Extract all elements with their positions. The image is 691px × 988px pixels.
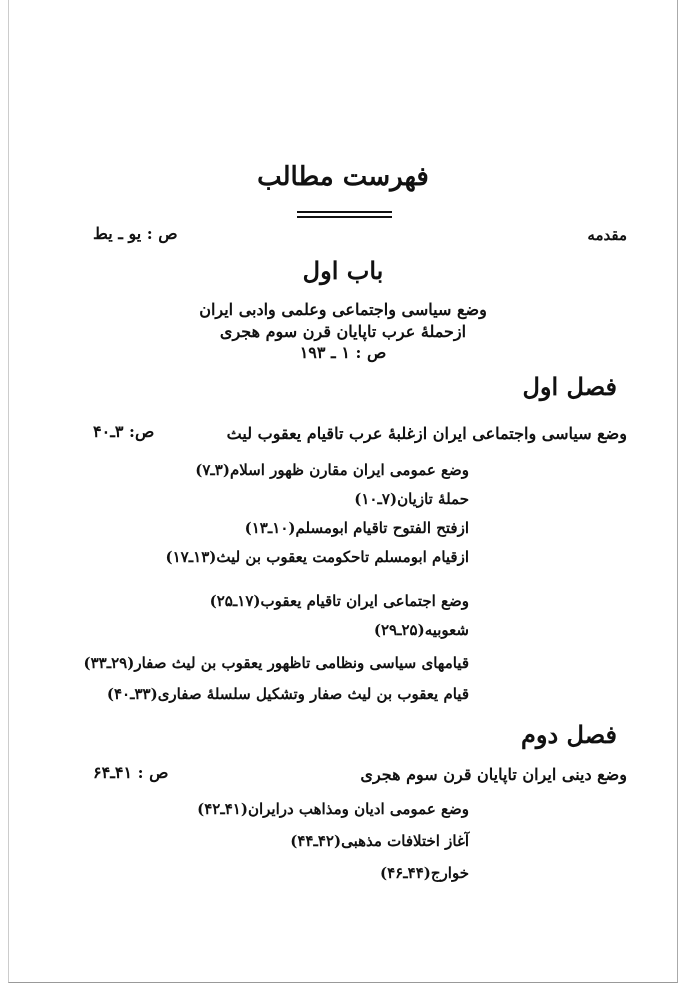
toc-item: ازفتح الفتوح تاقیام ابومسلم(۱۰ـ۱۳) bbox=[244, 519, 469, 537]
part-subtitle: وضع سیاسی واجتماعی وعلمی وادبی ایران bbox=[199, 300, 487, 319]
chapter-heading: وضع دینی ایران تاپایان قرن سوم هجری bbox=[360, 765, 627, 784]
toc-item: آغاز اختلافات مذهبی(۴۲ـ۴۴) bbox=[290, 832, 469, 850]
toc-item: وضع عمومی ادیان ومذاهب درایران(۴۱ـ۴۲) bbox=[197, 800, 469, 818]
chapter-title: فصل اول bbox=[522, 372, 617, 401]
chapter-title: فصل دوم bbox=[521, 720, 617, 749]
intro-pages: ص : یو ـ یط bbox=[93, 224, 178, 243]
book-page bbox=[8, 0, 678, 983]
chapter-pages: ص : ۴۱ـ۶۴ bbox=[93, 763, 169, 782]
part-title: باب اول bbox=[302, 256, 384, 285]
toc-item: وضع عمومی ایران مقارن ظهور اسلام(۳ـ۷) bbox=[195, 461, 469, 479]
toc-item: خوارج(۴۴ـ۴۶) bbox=[380, 864, 469, 882]
title-divider bbox=[297, 216, 392, 218]
title-divider bbox=[297, 211, 392, 213]
toc-item: شعوبیه(۲۵ـ۲۹) bbox=[373, 621, 469, 639]
chapter-heading: وضع سیاسی واجتماعی ایران ازغلبهٔ عرب تاقیام یعقوب لیث bbox=[226, 424, 627, 443]
chapter-pages: ص: ۳ـ۴۰ bbox=[93, 422, 155, 441]
toc-item: قیامهای سیاسی ونظامی تاظهور یعقوب بن لیث صفار(۲۹ـ۳۳) bbox=[83, 654, 469, 672]
toc-item: ازقیام ابومسلم تاحکومت یعقوب بن لیث(۱۳ـ۱۷) bbox=[165, 548, 469, 566]
toc-item: حملهٔ تازیان(۷ـ۱۰) bbox=[354, 490, 469, 508]
toc-item: قیام یعقوب بن لیث صفار وتشکیل سلسلهٔ صفاری(۳۳ـ۴۰) bbox=[106, 685, 469, 703]
part-pages: ص : ۱ ـ ۱۹۳ bbox=[299, 343, 387, 362]
part-subtitle: ازحملهٔ عرب تاپایان قرن سوم هجری bbox=[219, 322, 467, 341]
page-title: فهرست مطالب bbox=[257, 162, 429, 192]
intro-label: مقدمه bbox=[587, 226, 627, 244]
toc-item: وضع اجتماعی ایران تاقیام یعقوب(۱۷ـ۲۵) bbox=[209, 592, 469, 610]
